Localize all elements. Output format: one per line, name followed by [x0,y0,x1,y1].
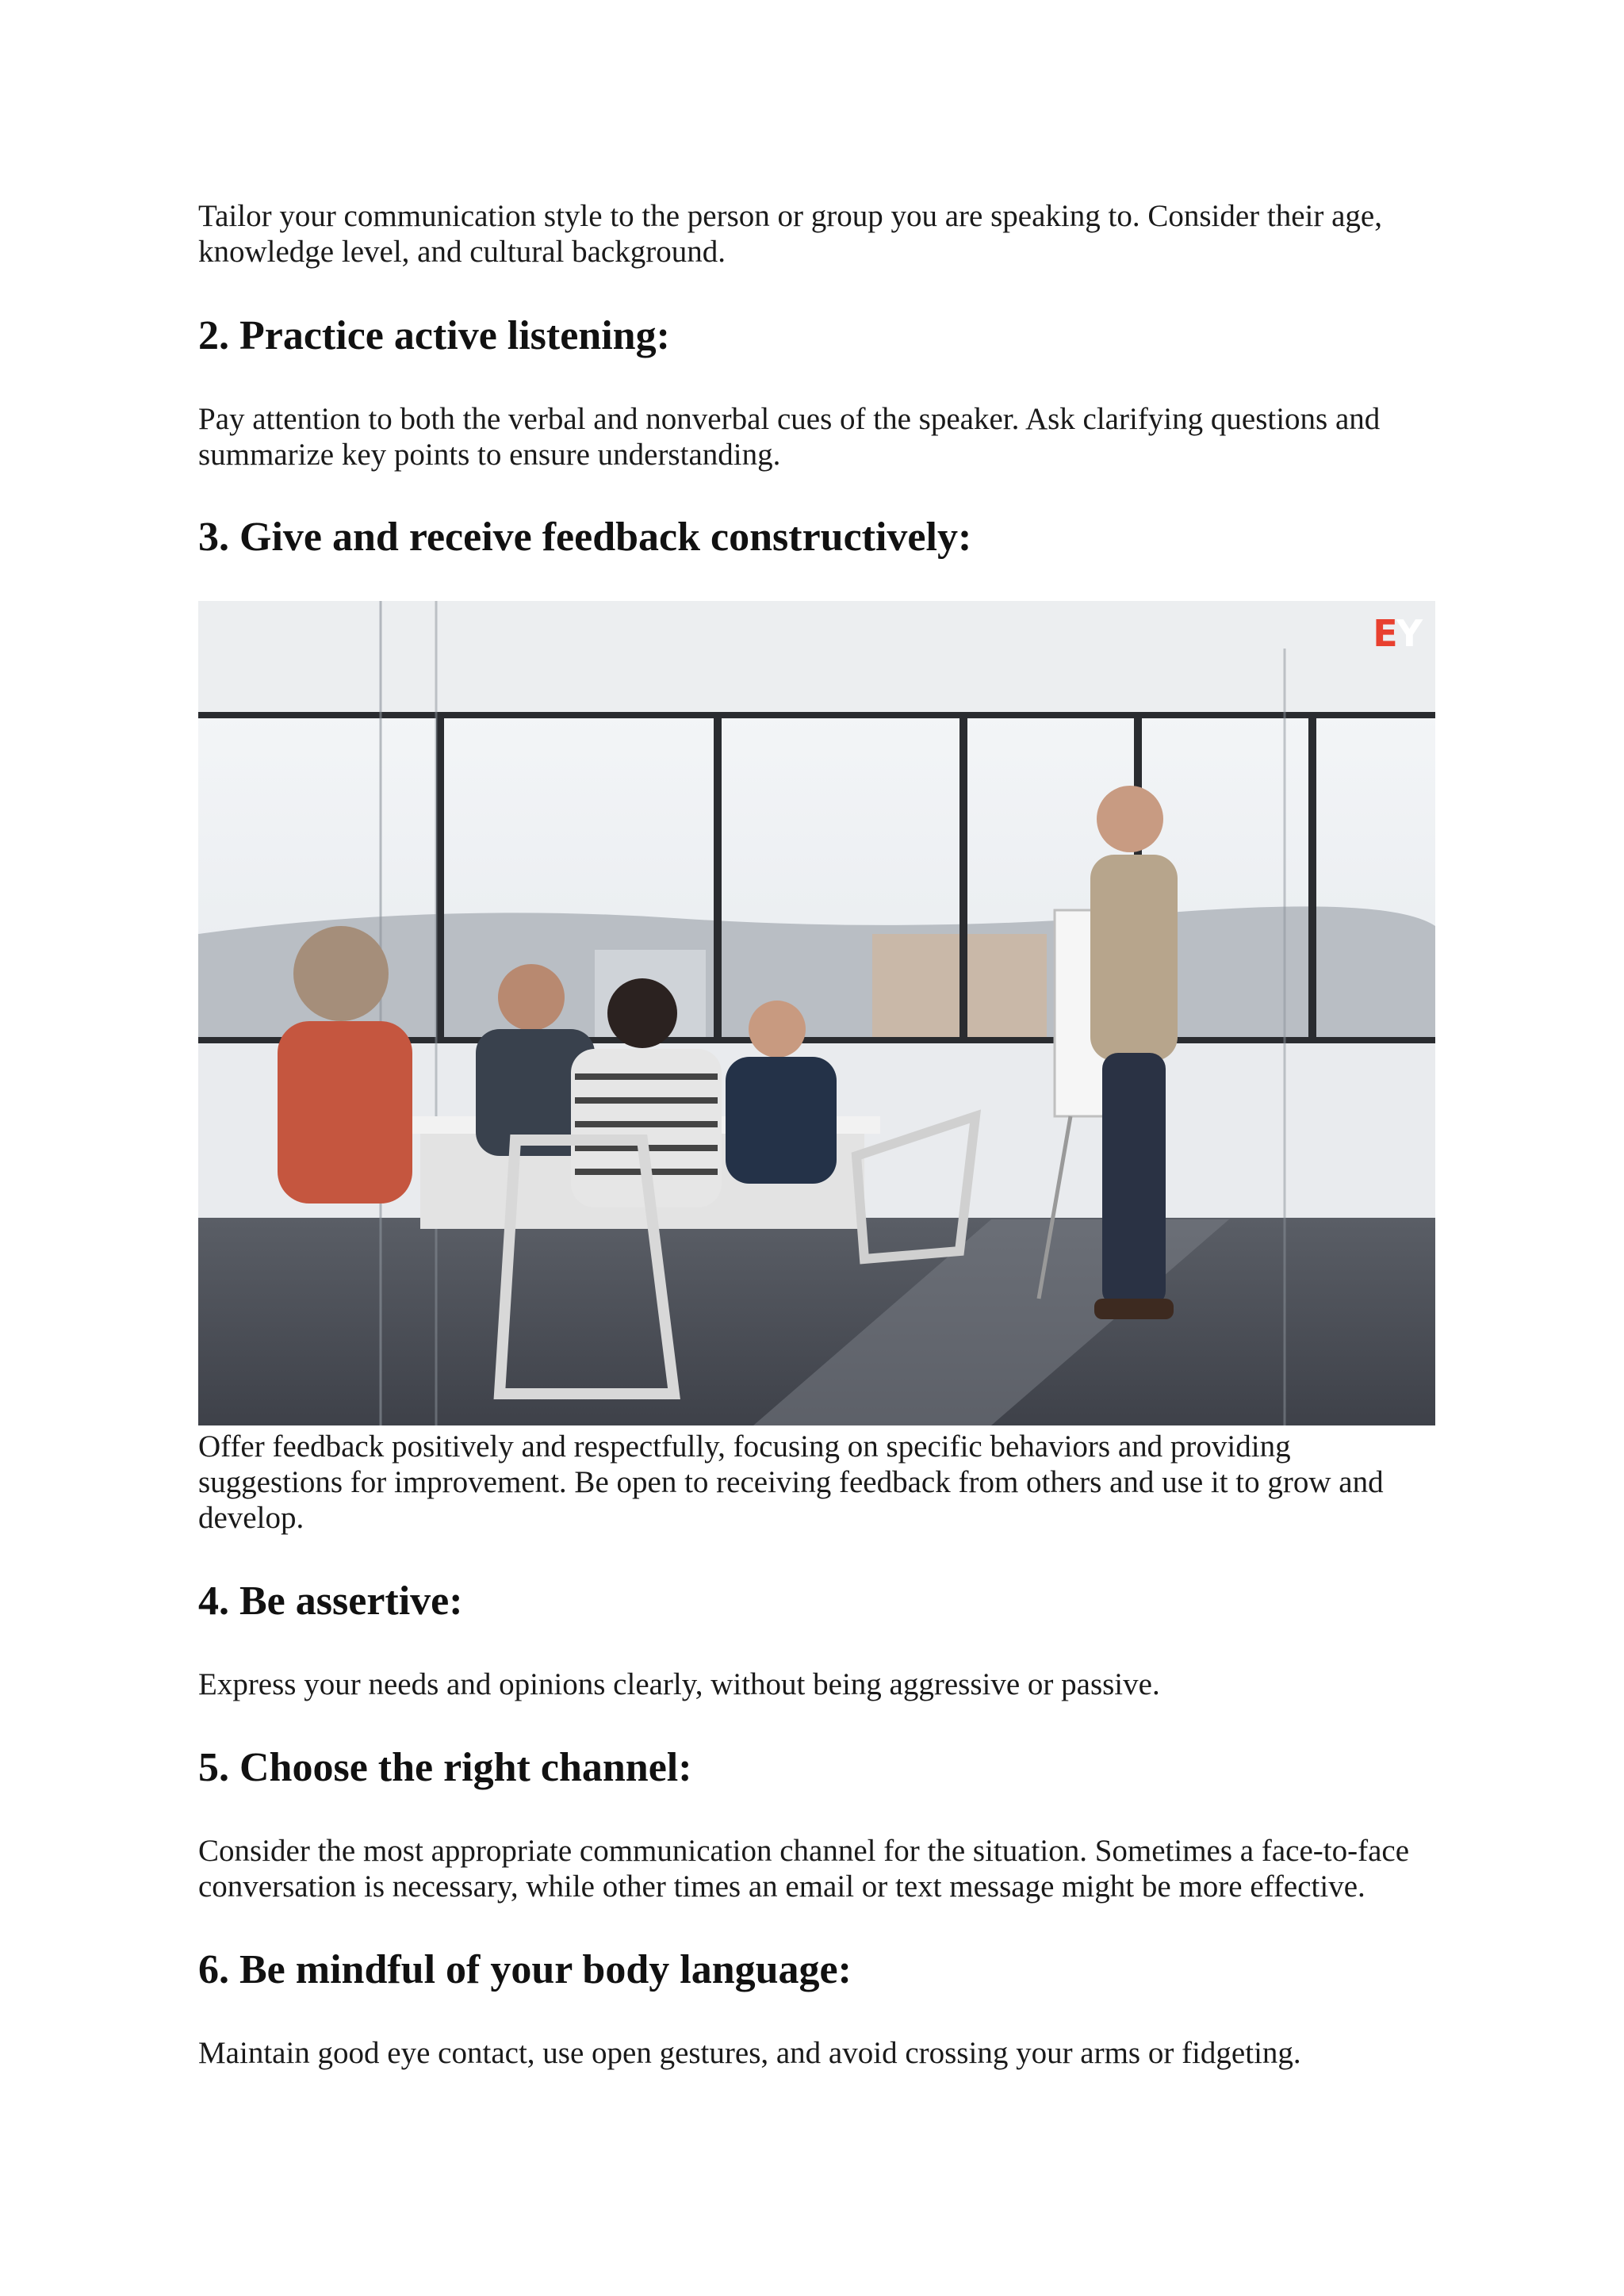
ey-logo: EY [1373,612,1421,655]
paragraph-active-listening: Pay attention to both the verbal and nonverbal cues of the speaker. Ask clarifying questions and summarize key points to ensure understanding. [198,402,1381,472]
meeting-photo [198,601,1435,1425]
meeting-illustration [198,601,1435,1425]
heading-assertive: 4. Be assertive: [198,1578,463,1624]
paragraph-assertive: Express your needs and opinions clearly, without being aggressive or passive. [198,1667,1160,1701]
heading-body-language: 6. Be mindful of your body language: [198,1947,852,1992]
intro-paragraph: Tailor your communication style to the person or group you are speaking to. Consider their age, knowledge level, and cultural background. [198,199,1382,269]
heading-right-channel: 5. Choose the right channel: [198,1745,692,1790]
heading-feedback: 3. Give and receive feedback constructively: [198,515,972,560]
paragraph-right-channel: Consider the most appropriate communication channel for the situation. Sometimes a face-to-face conversation is necessary, while other times an email or text message might be more effective. [198,1834,1409,1904]
paragraph-body-language: Maintain good eye contact, use open gestures, and avoid crossing your arms or fidgeting. [198,2036,1301,2070]
heading-active-listening: 2. Practice active listening: [198,313,670,358]
paragraph-feedback: Offer feedback positively and respectfully, focusing on specific behaviors and providing suggestions for improvement. Be open to receiving feedback from others and use it to grow and develop. [198,1429,1384,1535]
